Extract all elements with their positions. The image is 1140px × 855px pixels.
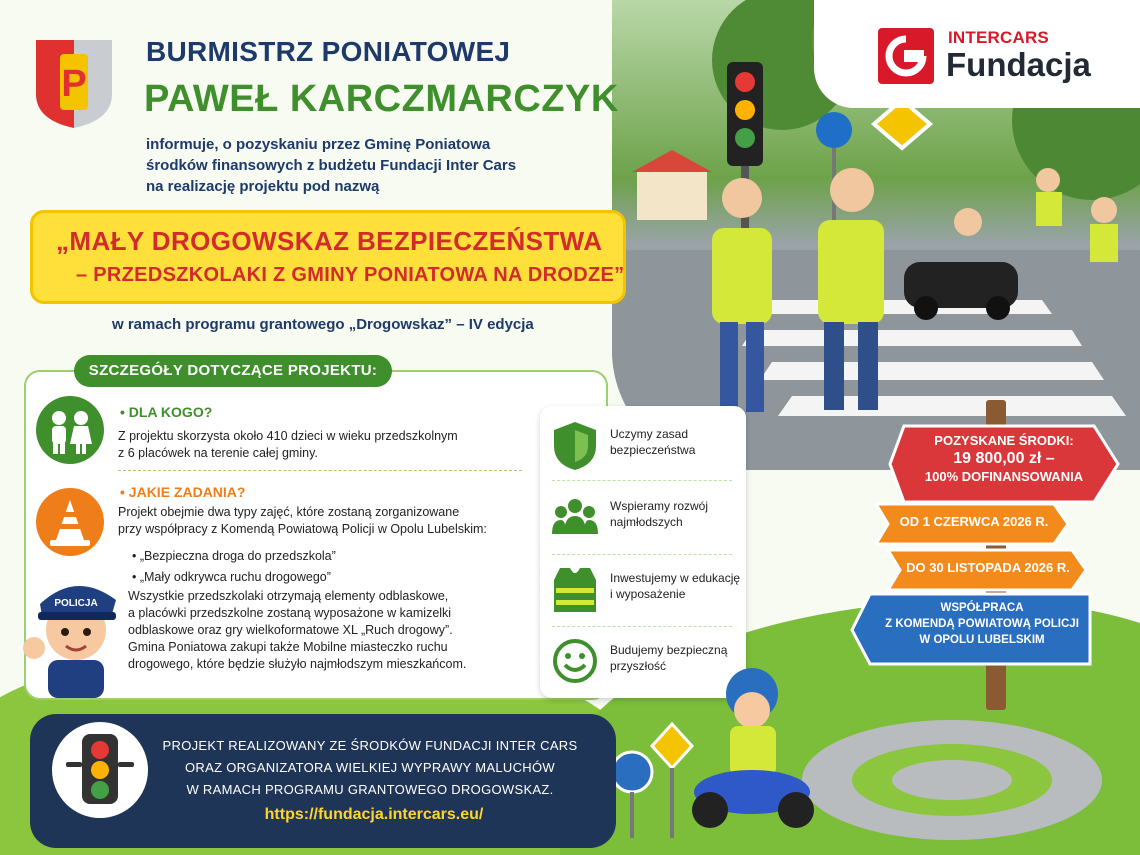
benefit-line: Budujemy bezpieczną: [610, 643, 728, 657]
benefit-text: [610, 498, 742, 530]
benefit-text: [610, 426, 742, 458]
safety-vest-icon: [552, 564, 598, 614]
footer-line: ORAZ ORGANIZATORA WIELKIEJ WYPRAWY MALUCHÓW: [185, 760, 555, 775]
tasks-body: [128, 588, 466, 673]
project-name-line2: – PRZEDSZKOLAKI Z GMINY PONIATOWA NA DRODZE”: [76, 264, 625, 286]
benefit-line: i wyposażenie: [610, 587, 686, 601]
smiley-icon: [552, 638, 598, 684]
program-text: w ramach programu grantowego „Drogowskaz” – IV edycja: [112, 316, 534, 333]
crest-letter: P: [61, 63, 87, 105]
police-officer-icon: [20, 560, 124, 700]
benefit-row: [552, 490, 742, 550]
traffic-town-scene: [612, 660, 1140, 855]
intercars-logo-icon: [878, 28, 934, 84]
police-cap-label: POLICJA: [54, 598, 98, 609]
funds-sign-text: [904, 432, 1104, 486]
benefit-row: [552, 562, 742, 622]
who-line: Z projektu skorzysta około 410 dzieci w wieku przedszkolnym: [118, 429, 458, 443]
poniatowa-crest-icon: [34, 38, 114, 130]
tasks-line: Projekt obejmie dwa typy zajęć, które zostaną zorganizowane: [118, 505, 460, 519]
body-line: Gmina Poniatowa zakupi także Mobilne miasteczko ruchu: [128, 640, 448, 654]
project-name-banner: [30, 210, 626, 304]
benefit-divider: [552, 480, 732, 481]
intercars-brand: INTERCARS: [948, 28, 1049, 47]
intro-text: [146, 134, 586, 197]
benefit-divider: [552, 626, 732, 627]
funds-percent: 100% DOFINANSOWANIA: [924, 469, 1084, 484]
body-line: drogowego, które będzie służyło najmłodszym mieszkańcom.: [128, 657, 467, 671]
traffic-cone-icon: [36, 488, 104, 556]
tasks-line: przy współpracy z Komendą Powiatową Policji w Opolu Lubelskim:: [118, 522, 487, 536]
who-line: z 6 placówek na terenie całej gminy.: [118, 446, 318, 460]
foundation-url-link[interactable]: https://fundacja.intercars.eu/: [264, 806, 484, 823]
benefit-line: Inwestujemy w edukację: [610, 571, 741, 585]
intro-line: informuje, o pozyskaniu przez Gminę Poniatowa: [146, 136, 491, 153]
people-group-icon: [552, 494, 598, 540]
benefit-text: [610, 570, 742, 602]
body-line: odblaskowe oraz gry wielkoformatowe XL „Ruch drogowy”.: [128, 623, 453, 637]
fundacja-logo-text: Fundacja: [946, 46, 1091, 83]
coop-line: W OPOLU LUBELSKIM: [919, 634, 1045, 646]
details-heading: SZCZEGÓŁY DOTYCZĄCE PROJEKTU:: [74, 355, 392, 387]
intro-line: na realizację projektu pod nazwą: [146, 178, 380, 195]
mayor-title: BURMISTRZ PONIATOWEJ: [146, 36, 511, 67]
benefit-line: Wspieramy rozwój: [610, 499, 709, 513]
benefit-line: Uczymy zasad: [610, 427, 689, 441]
benefit-line: najmłodszych: [610, 515, 683, 529]
children-icon: [36, 396, 104, 464]
benefit-row: [552, 418, 742, 478]
body-line: Wszystkie przedszkolaki otrzymają elementy odblaskowe,: [128, 589, 449, 603]
body-line: a placówki przedszkolne zostaną wyposażone w kamizelki: [128, 606, 452, 620]
start-date-text: OD 1 CZERWCA 2026 R.: [899, 514, 1049, 529]
tasks-text: [118, 504, 487, 538]
funds-label: POZYSKANE ŚRODKI:: [934, 433, 1074, 448]
benefit-line: bezpieczeństwa: [610, 443, 696, 457]
cooperation-text: [872, 600, 1092, 648]
funds-amount: 19 800,00 zł –: [953, 450, 1055, 467]
tasks-bullets: [132, 546, 336, 588]
project-name-line1: „MAŁY DROGOWSKAZ BEZPIECZEŃSTWA: [56, 226, 603, 256]
section-divider: [118, 470, 522, 471]
coop-line: Z KOMENDĄ POWIATOWĄ POLICJI: [885, 618, 1079, 630]
end-date-text: DO 30 LISTOPADA 2026 R.: [906, 560, 1070, 575]
who-text: [118, 428, 458, 462]
who-title: • DLA KOGO?: [120, 404, 213, 420]
tasks-title: • JAKIE ZADANIA?: [120, 484, 246, 500]
tasks-bullet: • „Bezpieczna droga do przedszkola”: [132, 549, 336, 563]
tasks-bullet: • „Mały odkrywca ruchu drogowego”: [132, 570, 331, 584]
intro-line: środków finansowych z budżetu Fundacji Inter Cars: [146, 157, 517, 174]
benefit-line: przyszłość: [610, 659, 667, 673]
coop-line: WSPÓŁPRACA: [940, 602, 1024, 614]
footer-line: PROJEKT REALIZOWANY ZE ŚRODKÓW FUNDACJI INTER CARS: [162, 738, 578, 753]
footer-line: W RAMACH PROGRAMU GRANTOWEGO DROGOWSKAZ.: [186, 782, 554, 797]
shield-icon: [552, 420, 598, 472]
mayor-name: PAWEŁ KARCZMARCZYK: [144, 78, 619, 120]
benefit-divider: [552, 554, 732, 555]
traffic-light-mascot-icon: [52, 722, 148, 818]
